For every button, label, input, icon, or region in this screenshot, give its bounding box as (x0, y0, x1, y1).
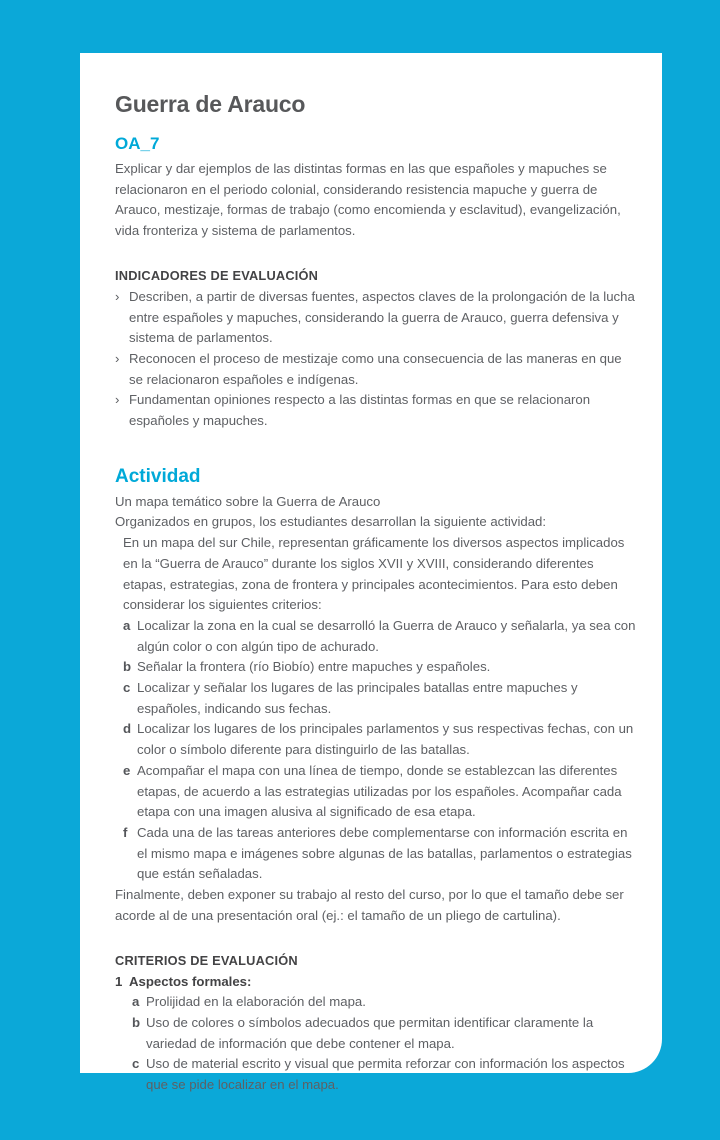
actividad-intro-line-2: Organizados en grupos, los estudiantes desarrollan la siguiente actividad: (115, 514, 547, 530)
actividad-intro-line-1: Un mapa temático sobre la Guerra de Arauco (115, 493, 381, 509)
criterio-text: Localizar y señalar los lugares de las principales batallas entre mapuches y españoles, indicando sus fechas. (137, 680, 578, 716)
criterios-evaluacion-heading: CRITERIOS DE EVALUACIÓN (115, 952, 298, 968)
criterio-text: Señalar la frontera (río Biobío) entre mapuches y españoles. (137, 659, 491, 675)
criterio-letter: e (123, 762, 131, 778)
criterio-number: 1 (115, 973, 123, 989)
criterio-letter: f (123, 824, 128, 840)
criterio-letter: d (123, 721, 132, 737)
criterio-letter: a (123, 617, 131, 633)
indicadores-section (115, 268, 636, 432)
subitem-text: Prolijidad en la elaboración del mapa. (146, 994, 366, 1010)
indicadores-list (115, 287, 636, 432)
subitem-text: Uso de material escrito y visual que permita reforzar con información los aspectos que se pide localizar en el mapa. (146, 1056, 625, 1093)
criterio-subitem (132, 992, 636, 1013)
criterio-item (123, 719, 636, 760)
indicador-item (115, 390, 636, 431)
indicador-text: Reconocen el proceso de mestizaje como una consecuencia de las maneras en que se relacionaron españoles e indígenas. (129, 350, 622, 387)
oa-section (115, 134, 636, 242)
chevron-bullet-icon: › (115, 288, 120, 304)
criterio-text: Acompañar el mapa con una línea de tiempo, donde se establezcan las diferentes etapas, de acuerdo a las estrategias utilizadas por los españoles. Acompañar cada etapa con una imagen alusiva al significado de esa etapa. (137, 762, 622, 820)
criterios-sub-list (132, 992, 636, 1096)
criterios-evaluacion-section (115, 953, 636, 1096)
oa-description: Explicar y dar ejemplos de las distintas formas en las que españoles y mapuches se relacionaron en el periodo colonial, considerando resistencia mapuche y guerra de Arauco, mestizaje, formas de trabajo (como encomienda y esclavitud), evangelización, vida fronteriza y sistema de parlamentos. (115, 161, 621, 239)
criterio-item (123, 616, 636, 657)
chevron-bullet-icon: › (115, 350, 120, 366)
subitem-letter: a (132, 994, 140, 1010)
subitem-text: Uso de colores o símbolos adecuados que permitan identificar claramente la variedad de información que debe contener el mapa. (146, 1014, 594, 1051)
criterio-item (123, 657, 636, 678)
actividad-description: En un mapa del sur Chile, representan gráficamente los diversos aspectos implicados en la “Guerra de Arauco” durante los siglos XVII y XVIII, considerando diferentes etapas, estrategias, zona de frontera y principales acontecimientos. Para esto deben considerar los siguientes criterios: (123, 535, 625, 613)
actividad-heading: Actividad (115, 465, 201, 487)
subitem-letter: b (132, 1014, 141, 1030)
criterio-item (123, 678, 636, 719)
indicador-text: Describen, a partir de diversas fuentes, aspectos claves de la prolongación de la lucha entre españoles y mapuches, considerando la guerra de Arauco, guerra defensiva y sistema de parlamentos. (129, 288, 635, 346)
page-title: Guerra de Arauco (115, 91, 306, 117)
indicador-text: Fundamentan opiniones respecto a las distintas formas en que se relacionaron españoles y mapuches. (129, 392, 591, 429)
criterio-subitem (132, 1054, 636, 1095)
criterio-letter: c (123, 680, 131, 696)
indicador-item (115, 349, 636, 390)
document-page (80, 53, 662, 1093)
indicador-item (115, 287, 636, 349)
criterio-text: Localizar los lugares de los principales parlamentos y sus respectivas fechas, con un color o símbolo diferente para distinguirlo de las batallas. (137, 721, 634, 758)
actividad-section (115, 466, 636, 927)
criterio-text: Localizar la zona en la cual se desarrolló la Guerra de Arauco y señalarla, ya sea con algún color o con algún tipo de achurado. (137, 617, 636, 654)
oa-heading: OA_7 (115, 134, 160, 153)
actividad-detail-block (123, 533, 636, 885)
actividad-criterios-list (123, 616, 636, 885)
criterio-letter: b (123, 659, 132, 675)
chevron-bullet-icon: › (115, 392, 120, 408)
actividad-closing: Finalmente, deben exponer su trabajo al resto del curso, por lo que el tamaño debe ser acorde al de una presentación oral (ej.: el tamaño de un pliego de cartulina). (115, 887, 624, 923)
criterio-label: Aspectos formales: (129, 973, 252, 989)
criterio-item (123, 761, 636, 823)
criterio-item (123, 823, 636, 885)
indicadores-heading: INDICADORES DE EVALUACIÓN (115, 267, 319, 283)
criterio-numbered-item (115, 972, 636, 993)
criterio-subitem (132, 1013, 636, 1054)
subitem-letter: c (132, 1056, 140, 1072)
criterio-text: Cada una de las tareas anteriores debe complementarse con información escrita en el mismo mapa e imágenes sobre algunas de las batallas, parlamentos o estrategias que están señaladas. (137, 824, 632, 882)
